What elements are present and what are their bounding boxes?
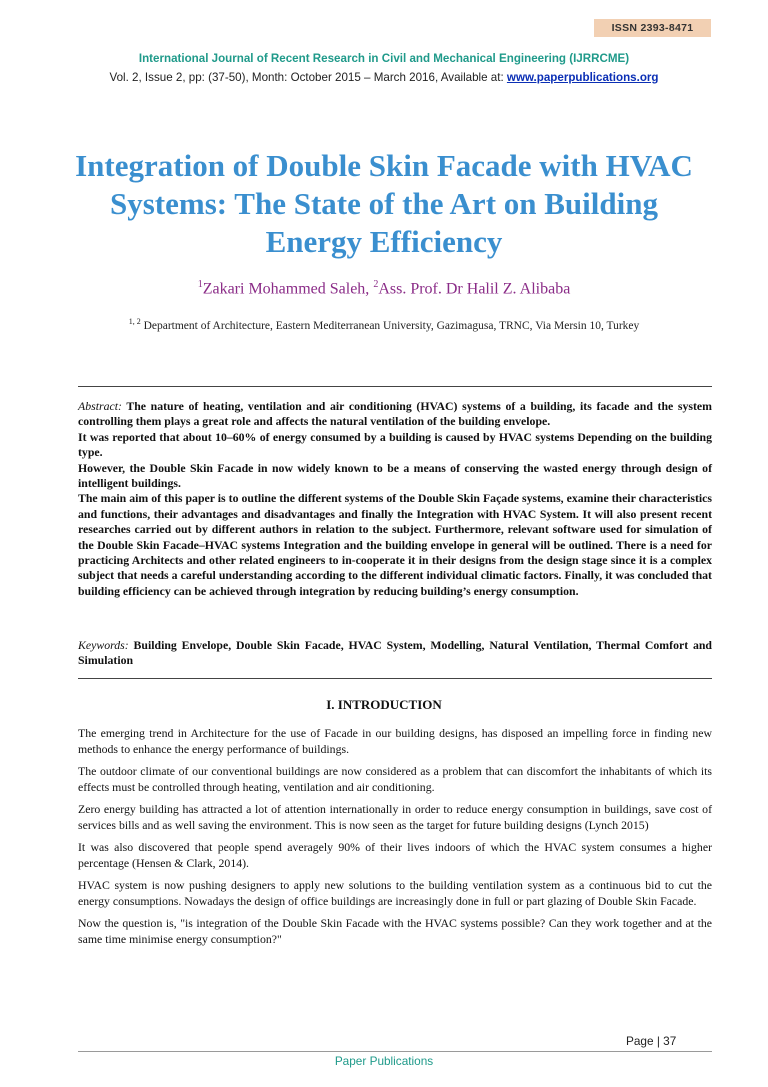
abstract-paragraph: However, the Double Skin Facade in now widely known to be a means of conserving the wasted energy through design of intelligent buildings. xyxy=(78,460,712,491)
abstract-text-1: The nature of heating, ventilation and air conditioning (HVAC) systems of a building, its facade and the system controlling them plays a great role and affects the natural ventilation of the building envelope. xyxy=(78,399,712,429)
abstract-paragraph: It was reported that about 10–60% of energy consumed by a building is caused by HVAC systems Depending on the building type. xyxy=(78,429,712,460)
introduction-body xyxy=(78,726,712,954)
publisher-name: Paper Publications xyxy=(334,1054,434,1068)
affiliation-text: Department of Architecture, Eastern Mediterranean University, Gazimagusa, TRNC, Via Mersin 10, Turkey xyxy=(140,319,640,332)
keywords-text: Building Envelope, Double Skin Facade, HVAC System, Modelling, Natural Ventilation, Thermal Comfort and Simulation xyxy=(78,638,712,668)
footer-rule xyxy=(78,1051,712,1052)
paper-title: Integration of Double Skin Facade with HVAC Systems: The State of the Art on Building Energy Efficiency xyxy=(75,148,693,259)
authors xyxy=(0,279,768,298)
journal-meta-text: Vol. 2, Issue 2, pp: (37-50), Month: October 2015 – March 2016, Available at: xyxy=(109,71,507,84)
body-paragraph: The outdoor climate of our conventional buildings are now considered as a problem that can discomfort the inhabitants of which its effects must be controlled through heating, ventilation and air conditioning. xyxy=(78,764,712,794)
keywords-bottom-rule xyxy=(78,678,712,679)
author1-superscript: 1 xyxy=(197,279,203,290)
journal-meta xyxy=(0,71,768,84)
journal-url-link[interactable]: www.paperpublications.org xyxy=(506,71,659,84)
issn-badge: ISSN 2393-8471 xyxy=(594,19,711,37)
author1-name: Zakari Mohammed Saleh, xyxy=(202,280,374,298)
body-paragraph: Zero energy building has attracted a lot of attention internationally in order to reduce energy consumption in buildings, save cost of services bills and as well saving the environment. This is now seen as the target for future building designs (Lynch 2015) xyxy=(78,802,712,832)
author2-name: Ass. Prof. Dr Halil Z. Alibaba xyxy=(378,280,571,298)
body-paragraph: The emerging trend in Architecture for the use of Facade in our building designs, has disposed an impelling force in finding new methods to enhance the energy performance of buildings. xyxy=(78,726,712,756)
section-heading-introduction: I. INTRODUCTION xyxy=(326,697,442,712)
body-paragraph: It was also discovered that people spend averagely 90% of their lives indoors of which the HVAC system consumes a higher percentage (Hensen & Clark, 2014). xyxy=(78,840,712,870)
abstract xyxy=(78,399,712,599)
affiliation-superscript: 1, 2 xyxy=(128,317,141,326)
keywords-label: Keywords: xyxy=(78,638,129,652)
journal-name: International Journal of Recent Research in Civil and Mechanical Engineering (IJRRCME) xyxy=(138,52,630,65)
keywords xyxy=(78,638,712,669)
body-paragraph: Now the question is, "is integration of the Double Skin Facade with the HVAC systems possible? Can they work together and at the same time minimise energy consumption?" xyxy=(78,916,712,946)
author2-superscript: 2 xyxy=(373,279,379,290)
abstract-top-rule xyxy=(78,386,712,387)
abstract-label: Abstract: xyxy=(78,399,122,413)
abstract-paragraph xyxy=(78,399,712,430)
body-paragraph: HVAC system is now pushing designers to apply new solutions to the building ventilation system as a continuous bid to cut the energy consumptions. Nowadays the design of office buildings are increasingly done in full or part glazing of Double Skin Facade. xyxy=(78,878,712,908)
page-number: Page | 37 xyxy=(626,1034,677,1048)
affiliation xyxy=(0,317,768,332)
abstract-paragraph: The main aim of this paper is to outline the different systems of the Double Skin Façade systems, examine their characteristics and functions, their advantages and disadvantages and finally the Integration with HVAC System. It will also present recent researches carried out by different authors in relation to the subject. Furthermore, relevant software used for simulation of the Double Skin Facade–HVAC systems Integration and the building envelope in general will be outlined. There is a need for practicing Architects and other related engineers to in-cooperate it in their designs from the design stage since it is a complex subject that needs a careful understanding according to the different individual climatic factors. Finally, it was concluded that building efficiency can be achieved through integration by reducing building’s energy consumption. xyxy=(78,491,712,598)
